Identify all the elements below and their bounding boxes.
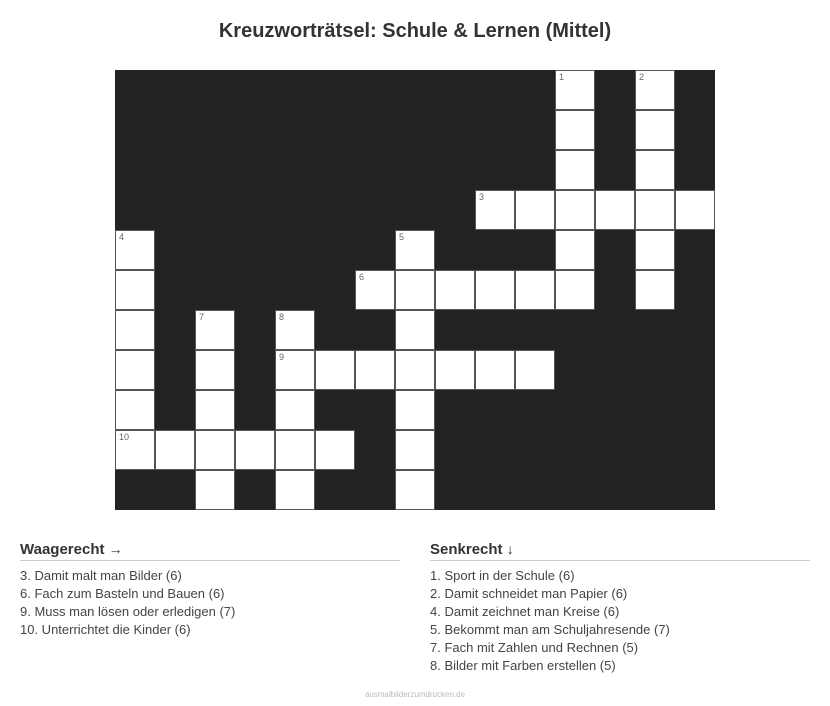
grid-cell[interactable] xyxy=(555,150,595,190)
grid-cell[interactable] xyxy=(475,270,515,310)
clue-down: 2. Damit schneidet man Papier (6) xyxy=(430,586,628,601)
clue-number: 5 xyxy=(399,232,405,242)
grid-cell[interactable] xyxy=(395,270,435,310)
grid-cell[interactable] xyxy=(395,390,435,430)
across-clues xyxy=(20,541,400,639)
grid-cell[interactable] xyxy=(635,110,675,150)
grid-cell[interactable] xyxy=(475,190,515,230)
grid-cell[interactable] xyxy=(395,310,435,350)
grid-cell[interactable] xyxy=(115,390,155,430)
grid-cell[interactable] xyxy=(475,350,515,390)
grid-cell[interactable] xyxy=(115,350,155,390)
clue-number: 1 xyxy=(559,72,565,82)
clue-number: 7 xyxy=(199,312,205,322)
grid-cell[interactable] xyxy=(115,270,155,310)
grid-cell[interactable] xyxy=(235,430,275,470)
down-arrow-icon: ↓ xyxy=(506,541,514,557)
grid-cell[interactable] xyxy=(555,70,595,110)
clue-down: 7. Fach mit Zahlen und Rechnen (5) xyxy=(430,640,639,655)
clue-number: 8 xyxy=(279,312,285,322)
grid-cell[interactable] xyxy=(395,230,435,270)
across-heading xyxy=(20,541,400,561)
grid-cell[interactable] xyxy=(555,110,595,150)
grid-cell[interactable] xyxy=(635,70,675,110)
grid-cell[interactable] xyxy=(315,430,355,470)
grid-cell[interactable] xyxy=(555,230,595,270)
grid-cell[interactable] xyxy=(195,430,235,470)
clue-number: 10 xyxy=(119,432,130,442)
down-heading-label: Senkrecht xyxy=(430,541,503,558)
grid-cell[interactable] xyxy=(635,270,675,310)
grid-cell[interactable] xyxy=(515,350,555,390)
grid-cell[interactable] xyxy=(635,230,675,270)
clue-number: 2 xyxy=(639,72,645,82)
grid-cell[interactable] xyxy=(555,190,595,230)
grid-cell[interactable] xyxy=(355,270,395,310)
clue-number: 4 xyxy=(119,232,125,242)
down-clues xyxy=(430,541,810,675)
grid-cell[interactable] xyxy=(195,390,235,430)
clue-down: 1. Sport in der Schule (6) xyxy=(430,568,575,583)
clue-number: 6 xyxy=(359,272,365,282)
grid-cell[interactable] xyxy=(515,190,555,230)
clue-number: 3 xyxy=(479,192,485,202)
grid-cell[interactable] xyxy=(115,430,155,470)
down-heading xyxy=(430,541,810,561)
crossword-grid xyxy=(115,70,715,510)
grid-cell[interactable] xyxy=(355,350,395,390)
grid-cell[interactable] xyxy=(275,430,315,470)
grid-cell[interactable] xyxy=(675,190,715,230)
grid-cell[interactable] xyxy=(435,270,475,310)
clue-down: 8. Bilder mit Farben erstellen (5) xyxy=(430,658,616,673)
grid-cell[interactable] xyxy=(275,310,315,350)
grid-cell[interactable] xyxy=(395,430,435,470)
grid-cell[interactable] xyxy=(315,350,355,390)
grid-cell[interactable] xyxy=(275,350,315,390)
clue-across: 10. Unterrichtet die Kinder (6) xyxy=(20,622,191,637)
grid-cell[interactable] xyxy=(635,150,675,190)
clue-across: 6. Fach zum Basteln und Bauen (6) xyxy=(20,586,225,601)
clue-across: 9. Muss man lösen oder erledigen (7) xyxy=(20,604,236,619)
across-heading-label: Waagerecht xyxy=(20,541,105,558)
grid-cell[interactable] xyxy=(435,350,475,390)
grid-cell[interactable] xyxy=(195,470,235,510)
grid-cell[interactable] xyxy=(275,390,315,430)
grid-cell[interactable] xyxy=(595,190,635,230)
clue-down: 4. Damit zeichnet man Kreise (6) xyxy=(430,604,620,619)
grid-cell[interactable] xyxy=(395,350,435,390)
clue-number: 9 xyxy=(279,352,285,362)
grid-cell[interactable] xyxy=(195,350,235,390)
grid-cell[interactable] xyxy=(155,430,195,470)
page-title: Kreuzworträtsel: Schule & Lernen (Mittel) xyxy=(218,20,612,42)
grid-cell[interactable] xyxy=(275,470,315,510)
grid-cell[interactable] xyxy=(115,310,155,350)
grid-cell[interactable] xyxy=(395,470,435,510)
footer-credit: ausmalbilderzumdrucken.de xyxy=(364,690,466,699)
grid-cell[interactable] xyxy=(515,270,555,310)
grid-cell[interactable] xyxy=(635,190,675,230)
grid-cell[interactable] xyxy=(115,230,155,270)
clue-across: 3. Damit malt man Bilder (6) xyxy=(20,568,182,583)
clue-down: 5. Bekommt man am Schuljahresende (7) xyxy=(430,622,670,637)
grid-cell[interactable] xyxy=(195,310,235,350)
grid-cell[interactable] xyxy=(555,270,595,310)
right-arrow-icon: → xyxy=(108,541,123,557)
